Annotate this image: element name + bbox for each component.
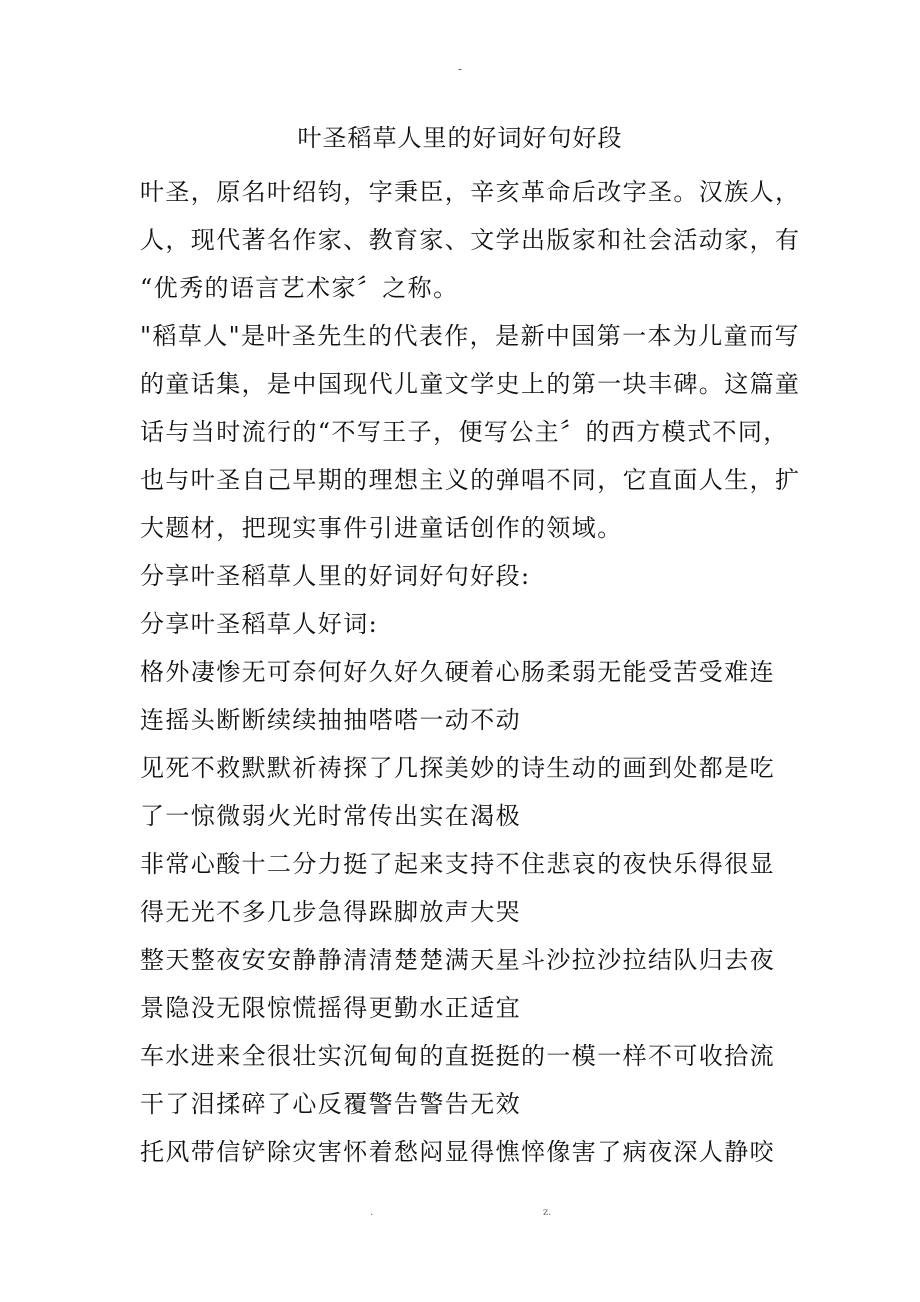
document-title: 叶圣稻草人里的好词好句好段: [297, 124, 623, 152]
document-body: [140, 168, 801, 1176]
word-list-line: 见死不救默默祈祷探了几探美妙的诗生动的画到处都是吃: [140, 754, 775, 782]
word-list-line: 连摇头断断续续抽抽嗒嗒一动不动: [140, 706, 521, 734]
word-list-line: 车水进来全很壮实沉甸甸的直挺挺的一模一样不可收拾流: [140, 1042, 775, 1070]
footer-mark-left: .: [370, 1207, 374, 1218]
body-line: 的童话集，是中国现代儿童文学史上的第一块丰碑。这篇童: [140, 370, 801, 398]
word-list-line: 得无光不多几步急得跺脚放声大哭: [140, 898, 521, 926]
body-line: 话与当时流行的“不写王子，便写公主〞的西方模式不同，: [140, 418, 789, 446]
body-line: 大题材，把现实事件引进童话创作的领域。: [140, 514, 623, 542]
body-line: "稻草人"是叶圣先生的代表作，是新中国第一本为儿童而写: [140, 322, 800, 350]
word-list-line: 了一惊微弱火光时常传出实在渴极: [140, 802, 521, 830]
body-line: “优秀的语言艺术家〞之称。: [140, 274, 459, 302]
word-list-line: 干了泪揉碎了心反覆警告警告无效: [140, 1090, 521, 1118]
body-line: 叶圣，原名叶绍钧，字秉臣，辛亥革命后改字圣。汉族人，: [140, 178, 801, 206]
body-line: 人，现代著名作家、教育家、文学出版家和社会活动家，有: [140, 226, 801, 254]
body-line: 也与叶圣自己早期的理想主义的弹唱不同，它直面人生，扩: [140, 466, 801, 494]
page-header-mark: -: [457, 62, 463, 76]
footer-mark-right: z.: [543, 1207, 552, 1218]
section-heading: 分享叶圣稻草人好词:: [140, 610, 379, 638]
word-list-line: 景隐没无限惊慌摇得更勤水正适宜: [140, 994, 521, 1022]
word-list-line: 托风带信铲除灾害怀着愁闷显得憔悴像害了病夜深人静咬: [140, 1138, 775, 1166]
section-heading: 分享叶圣稻草人里的好词好句好段:: [140, 562, 531, 590]
word-list-line: 整天整夜安安静静清清楚楚满天星斗沙拉沙拉结队归去夜: [140, 946, 775, 974]
word-list-line: 格外凄惨无可奈何好久好久硬着心肠柔弱无能受苦受难连: [140, 658, 775, 686]
word-list-line: 非常心酸十二分力挺了起来支持不住悲哀的夜快乐得很显: [140, 850, 775, 878]
